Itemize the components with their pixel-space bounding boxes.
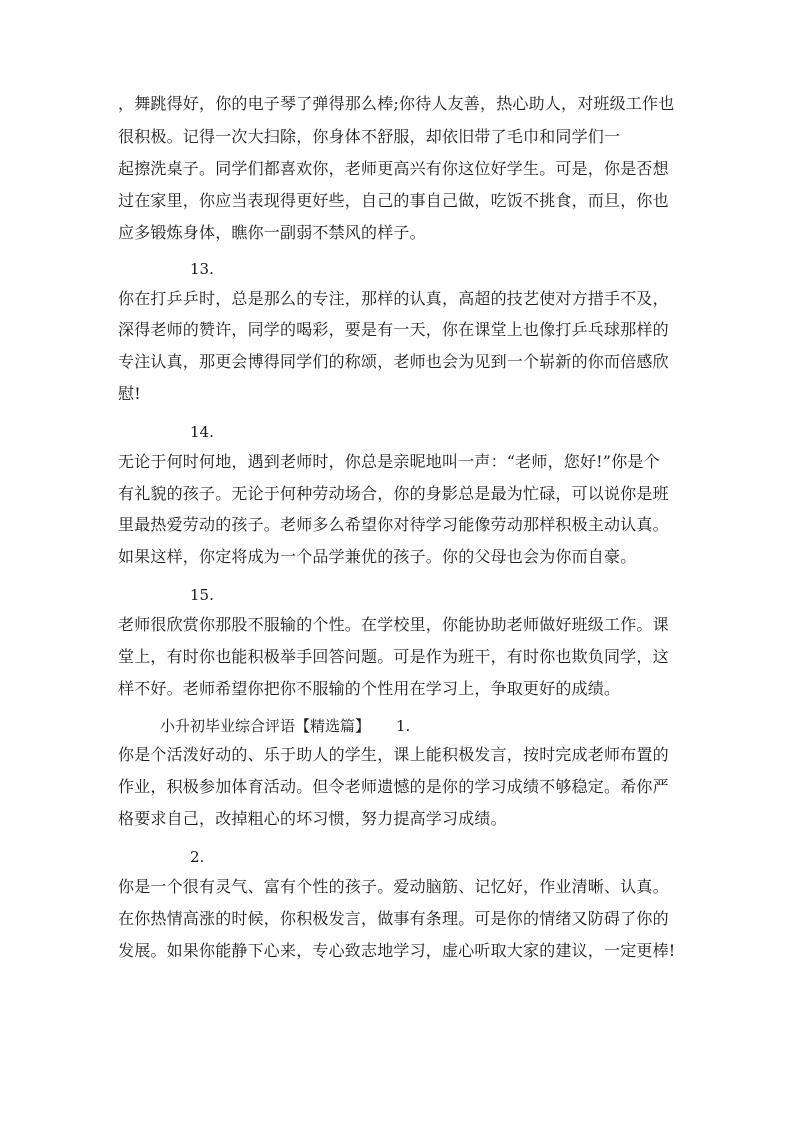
paragraph-12-line-5: 应多锻炼身体，瞧你一副弱不禁风的样子。 xyxy=(118,223,426,242)
section-2-line-3: 发展。如果你能静下心来，专心致志地学习，虚心听取大家的建议，一定更棒! xyxy=(118,941,676,960)
paragraph-15-line-2: 堂上，有时你也能积极举手回答问题。可是作为班干，有时你也欺负同学，这 xyxy=(118,647,669,666)
section-1-line-3: 格要求自己，改掉粗心的坏习惯，努力提高学习成绩。 xyxy=(118,809,507,828)
section-title: 小升初毕业综合评语【精选篇】 xyxy=(160,717,371,735)
paragraph-12-line-2: 很积极。记得一次大扫除，你身体不舒服，却依旧带了毛巾和同学们一 xyxy=(118,127,621,146)
item-number-14: 14. xyxy=(190,423,214,441)
section-2-line-1: 你是一个很有灵气、富有个性的孩子。爱动脑筋、记忆好，作业清晰、认真。 xyxy=(118,877,669,896)
paragraph-12-line-4: 过在家里，你应当表现得更好些，自己的事自己做，吃饭不挑食，而旦，你也 xyxy=(118,191,669,210)
paragraph-14-line-1: 无论于何时何地，遇到老师时，你总是亲昵地叫一声：“老师，您好!”你是个 xyxy=(118,452,660,471)
paragraph-14-line-4: 如果这样，你定将成为一个品学兼优的孩子。你的父母也会为你而自豪。 xyxy=(118,547,637,566)
item-number-2: 2. xyxy=(190,848,205,866)
section-1-line-2: 作业，积极参加体育活动。但令老师遗憾的是你的学习成绩不够稳定。希你严 xyxy=(118,777,669,796)
paragraph-13-line-3: 专注认真，那更会博得同学们的称颂，老师也会为见到一个崭新的你而倍感欣 xyxy=(118,352,669,371)
paragraph-12-line-3: 起擦洗桌子。同学们都喜欢你，老师更高兴有你这位好学生。可是，你是否想 xyxy=(118,159,669,178)
paragraph-15-line-3: 样不好。老师希望你把你不服输的个性用在学习上，争取更好的成绩。 xyxy=(118,679,621,698)
paragraph-14-line-2: 有礼貌的孩子。无论于何种劳动场合，你的身影总是最为忙碌，可以说你是班 xyxy=(118,484,669,503)
paragraph-12-line-1: ，舞跳得好，你的电子琴了弹得那么棒;你待人友善，热心助人，对班级工作也 xyxy=(118,94,675,113)
paragraph-13-line-2: 深得老师的赞许，同学的喝彩，要是有一天，你在课堂上也像打乒乓球那样的 xyxy=(118,320,669,339)
section-heading xyxy=(160,716,410,736)
item-number-15: 15. xyxy=(190,586,214,604)
paragraph-15-line-1: 老师很欣赏你那股不服输的个性。在学校里，你能协助老师做好班级工作。课 xyxy=(118,615,669,634)
paragraph-14-line-3: 里最热爱劳动的孩子。老师多么希望你对待学习能像劳动那样积极主动认真。 xyxy=(118,515,669,534)
paragraph-13-line-4: 慰! xyxy=(118,384,141,403)
item-number-13: 13. xyxy=(190,260,214,278)
section-1-line-1: 你是个活泼好动的、乐于助人的学生，课上能积极发言，按时完成老师布置的 xyxy=(118,745,669,764)
item-number-1: 1. xyxy=(396,717,411,735)
section-2-line-2: 在你热情高涨的时候，你积极发言，做事有条理。可是你的情绪又防碍了你的 xyxy=(118,909,669,928)
paragraph-13-line-1: 你在打乒乒时，总是那么的专注，那样的认真，高超的技艺使对方措手不及， xyxy=(118,289,669,308)
